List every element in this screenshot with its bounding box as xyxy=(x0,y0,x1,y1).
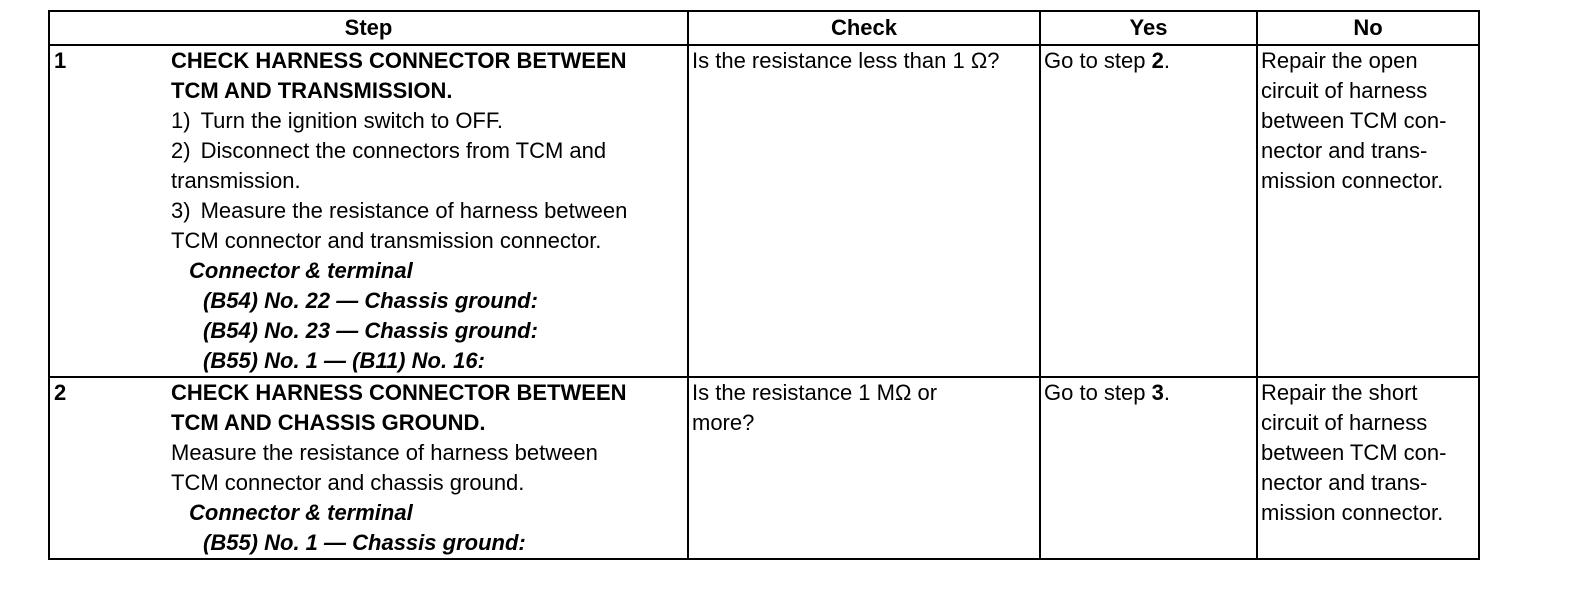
yes-prefix: Go to step xyxy=(1044,380,1152,405)
step-title: CHECK HARNESS CONNECTOR BETWEEN xyxy=(171,380,627,405)
yes-prefix: Go to step xyxy=(1044,48,1152,73)
check-text: Is the resistance 1 MΩ or xyxy=(692,380,938,405)
no-text: circuit of harness xyxy=(1261,78,1428,103)
spec-item: (B54) No. 22 — Chassis ground: xyxy=(203,288,538,313)
no-cell xyxy=(1257,45,1479,377)
no-text: nector and trans- xyxy=(1261,470,1428,495)
check-cell xyxy=(688,45,1040,377)
no-text: nector and trans- xyxy=(1261,138,1428,163)
yes-suffix: . xyxy=(1163,380,1170,405)
no-text: mission connector. xyxy=(1261,168,1444,193)
instruction xyxy=(171,196,684,226)
check-cell xyxy=(688,377,1040,559)
instruction-number: 1) xyxy=(171,108,191,133)
no-text: Repair the short xyxy=(1261,380,1418,405)
instruction-text: Turn the ignition switch to OFF. xyxy=(200,108,503,133)
header-row xyxy=(49,11,1479,45)
spec-label: Connector & terminal xyxy=(189,258,413,283)
no-text: circuit of harness xyxy=(1261,410,1428,435)
instruction-continued: TCM connector and chassis ground. xyxy=(171,470,525,495)
no-text: Repair the open xyxy=(1261,48,1418,73)
step-description xyxy=(171,45,688,377)
spec-item: (B55) No. 1 — (B11) No. 16: xyxy=(203,348,485,373)
no-text: mission connector. xyxy=(1261,500,1444,525)
header-check: Check xyxy=(688,11,1040,45)
spec-item: (B54) No. 23 — Chassis ground: xyxy=(203,318,538,343)
table-row xyxy=(49,45,1479,377)
header-yes: Yes xyxy=(1040,11,1257,45)
step-title: CHECK HARNESS CONNECTOR BETWEEN xyxy=(171,48,627,73)
yes-cell xyxy=(1040,377,1257,559)
table-row xyxy=(49,377,1479,559)
diagnostic-table xyxy=(48,10,1480,560)
no-text: between TCM con- xyxy=(1261,108,1447,133)
instruction-number: 2) xyxy=(171,138,191,163)
instruction-number: 3) xyxy=(171,198,191,223)
yes-step-ref: 2 xyxy=(1151,48,1164,73)
step-description xyxy=(171,377,688,559)
step-number: 1 xyxy=(49,45,171,377)
step-title: TCM AND TRANSMISSION. xyxy=(171,78,453,103)
instruction-continued: TCM connector and transmission connector. xyxy=(171,228,602,253)
step-number: 2 xyxy=(49,377,171,559)
instruction-text: Disconnect the connectors from TCM and xyxy=(200,138,607,163)
yes-suffix: . xyxy=(1163,48,1170,73)
check-text: Is the resistance less than 1 Ω? xyxy=(692,48,1000,73)
check-text: more? xyxy=(692,410,755,435)
spec-label: Connector & terminal xyxy=(189,500,413,525)
no-cell xyxy=(1257,377,1479,559)
instruction xyxy=(171,136,684,166)
no-text: between TCM con- xyxy=(1261,440,1447,465)
header-step: Step xyxy=(49,11,688,45)
spec-item: (B55) No. 1 — Chassis ground: xyxy=(203,530,526,555)
step-title: TCM AND CHASSIS GROUND. xyxy=(171,410,486,435)
yes-cell xyxy=(1040,45,1257,377)
yes-step-ref: 3 xyxy=(1151,380,1164,405)
instruction-text: Measure the resistance of harness between xyxy=(171,440,598,465)
instruction-continued: transmission. xyxy=(171,168,301,193)
instruction-text: Measure the resistance of harness between xyxy=(200,198,628,223)
instruction xyxy=(171,106,684,136)
header-no: No xyxy=(1257,11,1479,45)
